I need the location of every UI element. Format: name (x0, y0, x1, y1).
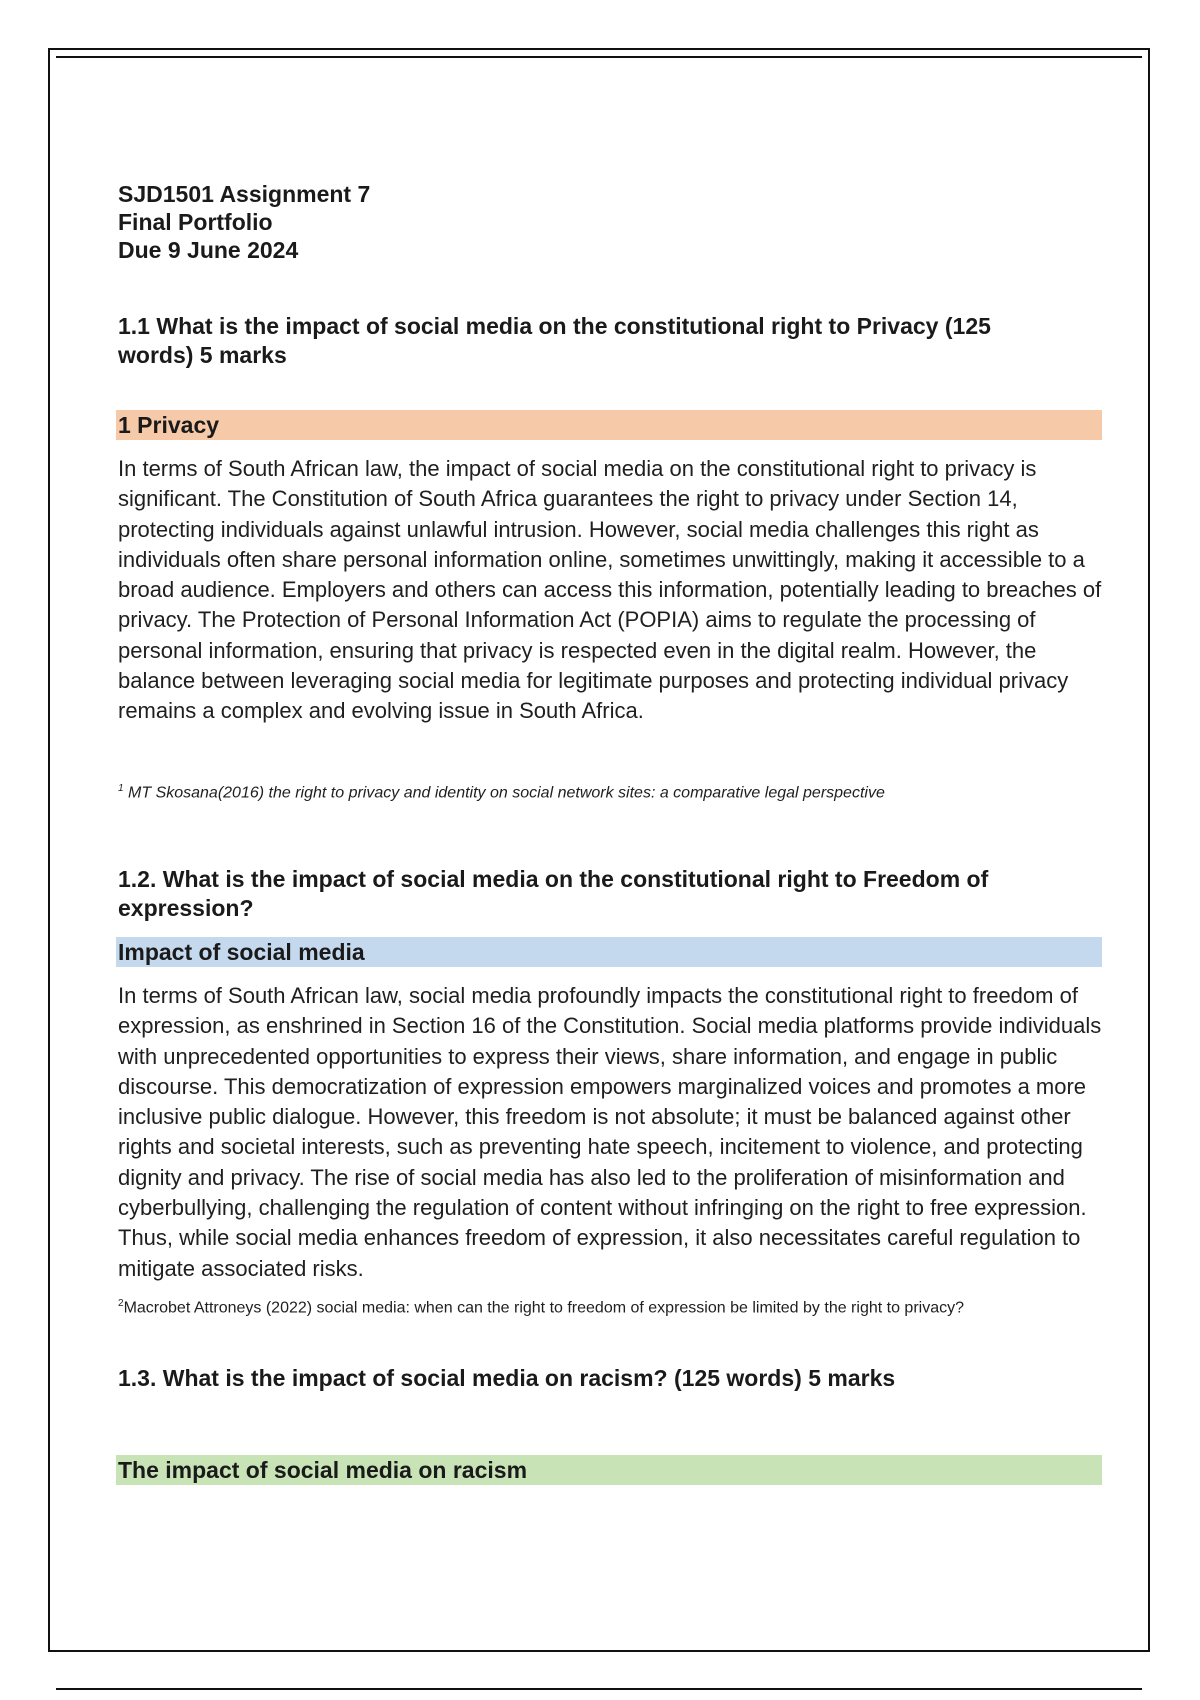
footnote-2-mark: 2 (118, 1297, 124, 1309)
section-heading-racism (116, 1455, 1102, 1485)
footnote-1-text: MT Skosana(2016) the right to privacy and identity on social network sites: a comparative legal perspective (128, 784, 885, 801)
section-heading-privacy-label: 1 Privacy (118, 412, 220, 438)
footnote-2 (118, 1294, 1102, 1318)
footnote-1-mark: 1 (118, 782, 124, 794)
top-rule (56, 56, 1142, 58)
footnote-2-text: Macrobet Attroneys (2022) social media: when can the right to freedom of expression be limited by the right to privacy? (123, 1299, 964, 1317)
section-heading-impact (116, 937, 1102, 967)
question-1-1: 1.1 What is the impact of social media on the constitutional right to Privacy (125 words) 5 marks (118, 313, 991, 368)
section-heading-racism-label: The impact of social media on racism (118, 1457, 528, 1484)
footnote-1 (118, 779, 1102, 803)
portfolio-title: Final Portfolio (118, 209, 273, 235)
section-heading-privacy (116, 410, 1102, 440)
question-1-3: 1.3. What is the impact of social media on racism? (125 words) 5 marks (118, 1365, 896, 1392)
due-date: Due 9 June 2024 (118, 237, 299, 263)
document-header (118, 180, 1102, 264)
question-1-2: 1.2. What is the impact of social media on the constitutional right to Freedom of expression? (118, 866, 989, 921)
privacy-answer-paragraph: In terms of South African law, the impact of social media on the constitutional right to privacy is significant. The Constitution of South Africa guarantees the right to privacy under Section 14, protecting individuals against unlawful intrusion. However, social media challenges this right as individuals often share personal information online, sometimes unwittingly, making it accessible to a broad audience. Employers and others can access this information, potentially leading to breaches of privacy. The Protection of Personal Information Act (POPIA) aims to regulate the processing of personal information, ensuring that privacy is respected even in the digital realm. However, the balance between leveraging social media for legitimate purposes and protecting individual privacy remains a complex and evolving issue in South Africa. (118, 456, 1102, 724)
bottom-rule (56, 1688, 1142, 1690)
section-heading-impact-label: Impact of social media (118, 939, 365, 965)
document-content (118, 180, 1102, 1485)
expression-answer-paragraph: In terms of South African law, social media profoundly impacts the constitutional right to freedom of expression, as enshrined in Section 16 of the Constitution. Social media platforms provide individuals with unprecedented opportunities to express their views, share information, and engage in public discourse. This democratization of expression empowers marginalized voices and promotes a more inclusive public dialogue. However, this freedom is not absolute; it must be balanced against other rights and societal interests, such as preventing hate speech, incitement to violence, and protecting dignity and privacy. The rise of social media has also led to the proliferation of misinformation and cyberbullying, challenging the regulation of content without infringing on the right to free expression. Thus, while social media enhances freedom of expression, it also necessitates careful regulation to mitigate associated risks. (118, 983, 1102, 1281)
course-code-title: SJD1501 Assignment 7 (118, 181, 371, 207)
